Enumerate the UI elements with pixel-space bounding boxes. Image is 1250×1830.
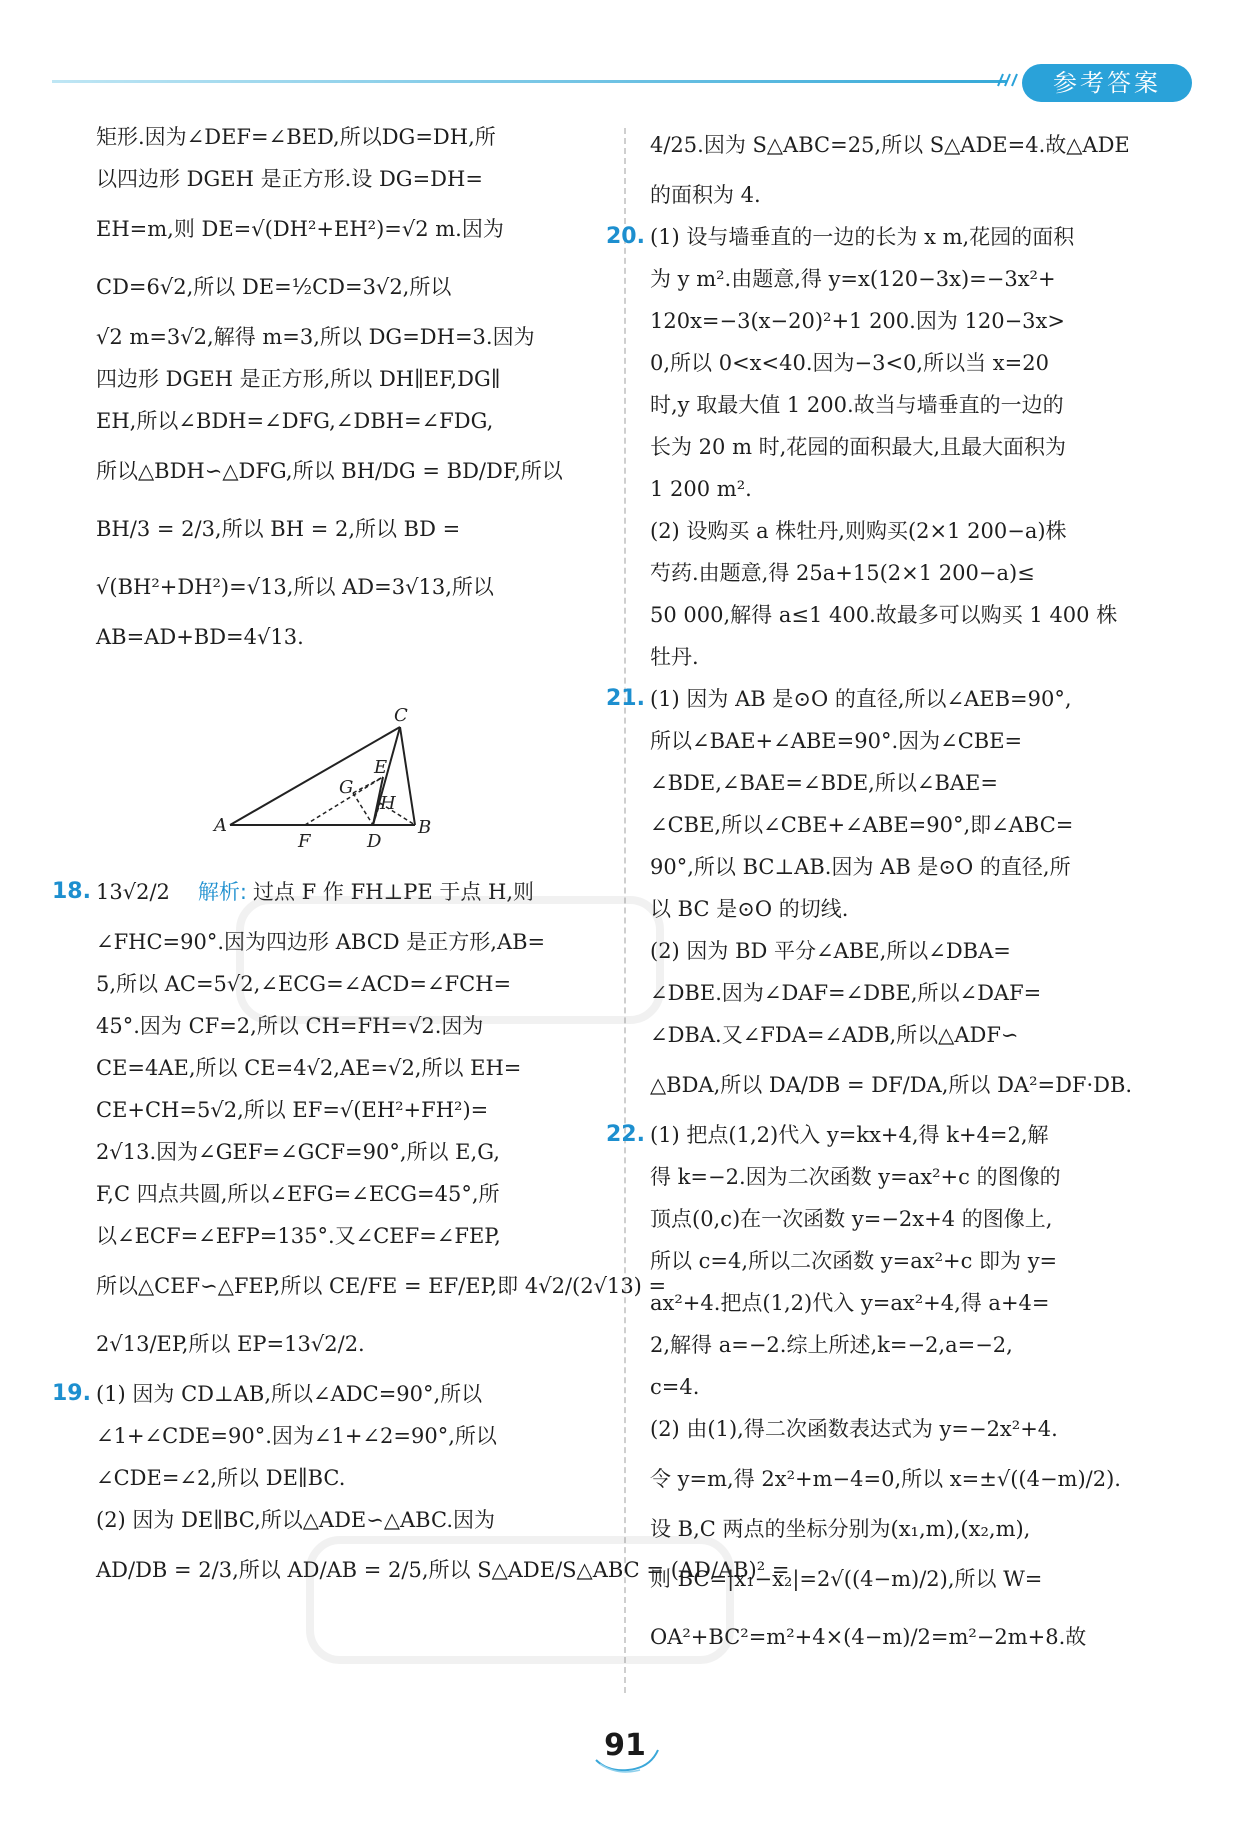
section-badge: 参考答案 xyxy=(1022,64,1192,102)
text-line: (2) 由(1),得二次函数表达式为 y=−2x²+4. xyxy=(650,1417,1058,1441)
text-line: AD/DB = 2/3,所以 AD/AB = 2/5,所以 S△ADE/S△ABC = (AD/AB)² = xyxy=(96,1558,790,1582)
text-line: (1) 把点(1,2)代入 y=kx+4,得 k+4=2,解 xyxy=(650,1123,1049,1147)
text-line: ∠DBE.因为∠DAF=∠DBE,所以∠DAF= xyxy=(650,981,1042,1005)
text-line: F,C 四点共圆,所以∠EFG=∠ECG=45°,所 xyxy=(96,1182,500,1206)
text-line: 的面积为 4. xyxy=(650,183,761,207)
geometry-figure xyxy=(210,705,440,855)
text-line: EH,所以∠BDH=∠DFG,∠DBH=∠FDG, xyxy=(96,409,494,433)
right-column xyxy=(606,116,1195,1666)
text-line: (1) 因为 AB 是⊙O 的直径,所以∠AEB=90°, xyxy=(650,687,1072,711)
text-line: 以 BC 是⊙O 的切线. xyxy=(650,897,849,921)
text-line: ∠FHC=90°.因为四边形 ABCD 是正方形,AB= xyxy=(96,930,546,954)
text-line: 长为 20 m 时,花园的面积最大,且最大面积为 xyxy=(650,435,1067,459)
text-line: BH/3 = 2/3,所以 BH = 2,所以 BD = xyxy=(96,517,461,541)
question-21 xyxy=(606,678,1195,720)
text-line: 四边形 DGEH 是正方形,所以 DH∥EF,DG∥ xyxy=(96,367,501,391)
question-number: 20. xyxy=(606,224,645,249)
text-line: 45°.因为 CF=2,所以 CH=FH=√2.因为 xyxy=(96,1014,484,1038)
text-line: c=4. xyxy=(650,1375,700,1399)
text-line: 牡丹. xyxy=(650,645,699,669)
text-line: 5,所以 AC=5√2,∠ECG=∠ACD=∠FCH= xyxy=(96,972,512,996)
text-line: 所以∠BAE+∠ABE=90°.因为∠CBE= xyxy=(650,729,1023,753)
text-line: 120x=−3(x−20)²+1 200.因为 120−3x> xyxy=(650,309,1065,333)
answer: 13√2/2 xyxy=(96,880,170,904)
text-line: 过点 F 作 FH⊥PE 于点 H,则 xyxy=(252,880,535,904)
question-number: 18. xyxy=(52,879,91,904)
text-line: √2 m=3√2,解得 m=3,所以 DG=DH=3.因为 xyxy=(96,325,535,349)
text-line: 为 y m².由题意,得 y=x(120−3x)=−3x²+ xyxy=(650,267,1056,291)
label-a: A xyxy=(214,815,227,836)
text-line: 时,y 取最大值 1 200.故当与墙垂直的一边的 xyxy=(650,393,1064,417)
analysis-label: 解析: xyxy=(197,880,247,904)
header-slash-icon xyxy=(996,72,1018,88)
text-line: 50 000,解得 a≤1 400.故最多可以购买 1 400 株 xyxy=(650,603,1118,627)
text-line: ∠BDE,∠BAE=∠BDE,所以∠BAE= xyxy=(650,771,998,795)
text-line: 90°,所以 BC⊥AB.因为 AB 是⊙O 的直径,所 xyxy=(650,855,1071,879)
text-line: (2) 设购买 a 株牡丹,则购买(2×1 200−a)株 xyxy=(650,519,1067,543)
question-number: 21. xyxy=(606,686,645,711)
watermark-icon xyxy=(300,1520,740,1680)
label-e: E xyxy=(374,757,388,778)
text-line: ax²+4.把点(1,2)代入 y=ax²+4,得 a+4= xyxy=(650,1291,1050,1315)
text-line: △BDA,所以 DA/DB = DF/DA,所以 DA²=DF·DB. xyxy=(650,1073,1133,1097)
question-19 xyxy=(52,1373,596,1415)
text-line: CE=4AE,所以 CE=4√2,AE=√2,所以 EH= xyxy=(96,1056,522,1080)
text-line: √(BH²+DH²)=√13,所以 AD=3√13,所以 xyxy=(96,575,494,599)
text-line: 所以△BDH∽△DFG,所以 BH/DG = BD/DF,所以 xyxy=(96,459,563,483)
text-line: (2) 因为 BD 平分∠ABE,所以∠DBA= xyxy=(650,939,1011,963)
text-line: 2√13/EP,所以 EP=13√2/2. xyxy=(96,1332,365,1356)
text-line: (1) 设与墙垂直的一边的长为 x m,花园的面积 xyxy=(650,225,1075,249)
text-line: 0,所以 0<x<40.因为−3<0,所以当 x=20 xyxy=(650,351,1049,375)
text-line: OA²+BC²=m²+4×(4−m)/2=m²−2m+8.故 xyxy=(650,1625,1087,1649)
text-line: 则 BC=|x₁−x₂|=2√((4−m)/2),所以 W= xyxy=(650,1567,1043,1591)
header-rule xyxy=(52,80,1007,83)
text-line: CE+CH=5√2,所以 EF=√(EH²+FH²)= xyxy=(96,1098,489,1122)
label-d: D xyxy=(367,831,382,852)
text-line: 2√13.因为∠GEF=∠GCF=90°,所以 E,G, xyxy=(96,1140,500,1164)
text-line: 芍药.由题意,得 25a+15(2×1 200−a)≤ xyxy=(650,561,1035,585)
page-number: 91 xyxy=(604,1728,646,1763)
question-20 xyxy=(606,216,1195,258)
text-line: ∠1+∠CDE=90°.因为∠1+∠2=90°,所以 xyxy=(96,1424,497,1448)
text-line: EH=m,则 DE=√(DH²+EH²)=√2 m.因为 xyxy=(96,217,504,241)
text-line: ∠DBA.又∠FDA=∠ADB,所以△ADF∽ xyxy=(650,1023,1019,1047)
watermark-icon xyxy=(230,880,670,1040)
question-number: 22. xyxy=(606,1122,645,1147)
label-c: C xyxy=(394,705,408,726)
text-line: 矩形.因为∠DEF=∠BED,所以DG=DH,所 xyxy=(96,125,496,149)
text-line: 以四边形 DGEH 是正方形.设 DG=DH= xyxy=(96,167,483,191)
question-number: 19. xyxy=(52,1381,91,1406)
text-line: (2) 因为 DE∥BC,所以△ADE∽△ABC.因为 xyxy=(96,1508,495,1532)
label-f: F xyxy=(298,831,311,852)
text-line: 设 B,C 两点的坐标分别为(x₁,m),(x₂,m), xyxy=(650,1517,1031,1541)
label-b: B xyxy=(418,817,432,838)
text-line: 令 y=m,得 2x²+m−4=0,所以 x=±√((4−m)/2). xyxy=(650,1467,1121,1491)
text-line: 所以△CEF∽△FEP,所以 CE/FE = EF/EP,即 4√2/(2√13) = xyxy=(96,1274,667,1298)
text-line: CD=6√2,所以 DE=½CD=3√2,所以 xyxy=(96,275,452,299)
text-line: ∠CBE,所以∠CBE+∠ABE=90°,即∠ABC= xyxy=(650,813,1074,837)
label-g: G xyxy=(339,777,354,798)
construction-lines xyxy=(305,777,415,825)
text-line: 所以 c=4,所以二次函数 y=ax²+c 即为 y= xyxy=(650,1249,1058,1273)
label-h: H xyxy=(380,793,396,814)
text-line: 1 200 m². xyxy=(650,477,752,501)
text-line: ∠CDE=∠2,所以 DE∥BC. xyxy=(96,1466,346,1490)
text-line: 4/25.因为 S△ABC=25,所以 S△ADE=4.故△ADE xyxy=(650,133,1130,157)
text-line: (1) 因为 CD⊥AB,所以∠ADC=90°,所以 xyxy=(96,1382,483,1406)
question-22 xyxy=(606,1114,1195,1156)
text-line: 得 k=−2.因为二次函数 y=ax²+c 的图像的 xyxy=(650,1165,1061,1189)
text-line: AB=AD+BD=4√13. xyxy=(96,625,304,649)
text-line: 2,解得 a=−2.综上所述,k=−2,a=−2, xyxy=(650,1333,1013,1357)
text-line: 以∠ECF=∠EFP=135°.又∠CEF=∠FEP, xyxy=(96,1224,501,1248)
text-line: 顶点(0,c)在一次函数 y=−2x+4 的图像上, xyxy=(650,1207,1053,1231)
